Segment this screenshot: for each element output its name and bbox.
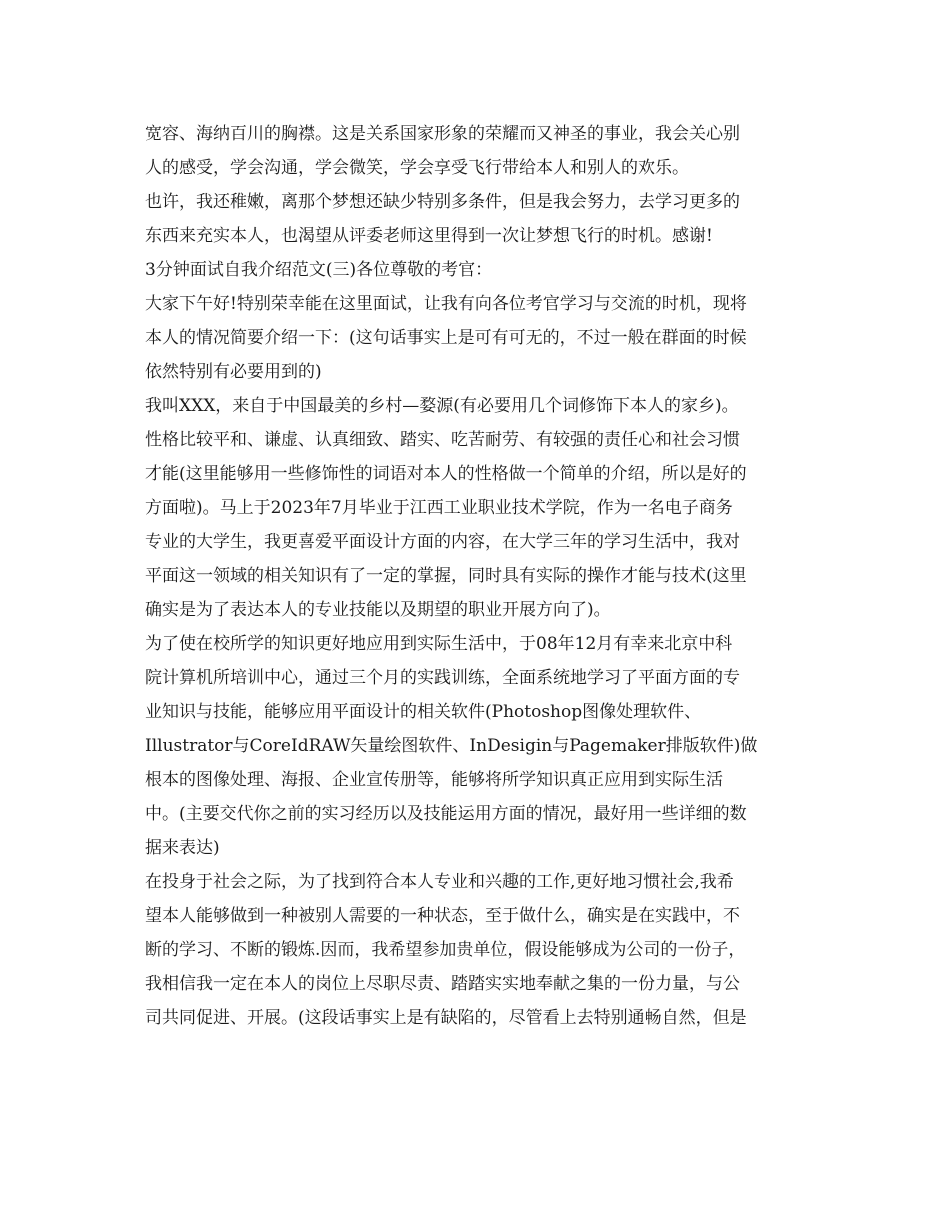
text-line: 为了使在校所学的知识更好地应用到实际生活中，于08年12月有幸来北京中科	[145, 634, 733, 654]
text-line: 本人的情况简要介绍一下：(这句话事实上是可有可无的，不过一般在群面的时候	[145, 328, 747, 348]
text-line: 在投身于社会之际，为了找到符合本人专业和兴趣的工作,更好地习惯社会,我希	[145, 872, 734, 892]
text-line: 我叫XXX，来自于中国最美的乡村—婺源(有必要用几个词修饰下本人的家乡)。	[145, 396, 739, 416]
text-line: 依然特别有必要用到的)	[145, 362, 322, 382]
text-line: 性格比较平和、谦虚、认真细致、踏实、吃苦耐劳、有较强的责任心和社会习惯	[145, 430, 740, 450]
text-line: 断的学习、不断的锻炼.因而，我希望参加贵单位，假设能够成为公司的一份子，	[145, 940, 746, 960]
text-line: 东西来充实本人，也渴望从评委老师这里得到一次让梦想飞行的时机。感谢!	[145, 226, 713, 246]
text-line: 据来表达)	[145, 838, 220, 858]
text-line: 我相信我一定在本人的岗位上尽职尽责、踏踏实实地奉献之集的一份力量，与公	[145, 974, 740, 994]
text-line: 才能(这里能够用一些修饰性的词语对本人的性格做一个简单的介绍，所以是好的	[145, 464, 747, 484]
section-heading: 3分钟面试自我介绍范文(三)各位尊敬的考官：	[145, 260, 493, 280]
text-line: 平面这一领域的相关知识有了一定的掌握，同时具有实际的操作才能与技术(这里	[145, 566, 747, 586]
text-line: Illustrator与CoreIdRAW矢量绘图软件、InDesigin与Pagemaker排版软件)做	[145, 736, 758, 756]
text-line: 业知识与技能，能够应用平面设计的相关软件(Photoshop图像处理软件、	[145, 702, 702, 722]
text-line: 人的感受，学会沟通，学会微笑，学会享受飞行带给本人和别人的欢乐。	[145, 158, 689, 178]
text-line: 中。(主要交代你之前的实习经历以及技能运用方面的情况，最好用一些详细的数	[145, 804, 747, 824]
text-line: 宽容、海纳百川的胸襟。这是关系国家形象的荣耀而又神圣的事业，我会关心别	[145, 124, 740, 144]
text-line: 根本的图像处理、海报、企业宣传册等，能够将所学知识真正应用到实际生活	[145, 770, 723, 790]
text-line: 方面啦)。马上于2023年7月毕业于江西工业职业技术学院，作为一名电子商务	[145, 498, 733, 518]
text-line: 专业的大学生，我更喜爱平面设计方面的内容，在大学三年的学习生活中，我对	[145, 532, 740, 552]
text-line: 也许，我还稚嫩，离那个梦想还缺少特别多条件，但是我会努力，去学习更多的	[145, 192, 740, 212]
text-line: 院计算机所培训中心，通过三个月的实践训练，全面系统地学习了平面方面的专	[145, 668, 740, 688]
text-line: 望本人能够做到一种被别人需要的一种状态，至于做什么，确实是在实践中，不	[145, 906, 740, 926]
text-line: 大家下午好!特别荣幸能在这里面试，让我有向各位考官学习与交流的时机，现将	[145, 294, 747, 314]
document-body	[145, 117, 810, 1035]
text-line: 确实是为了表达本人的专业技能以及期望的职业开展方向了)。	[145, 600, 611, 620]
text-line: 司共同促进、开展。(这段话事实上是有缺陷的，尽管看上去特别通畅自然，但是	[145, 1008, 747, 1028]
